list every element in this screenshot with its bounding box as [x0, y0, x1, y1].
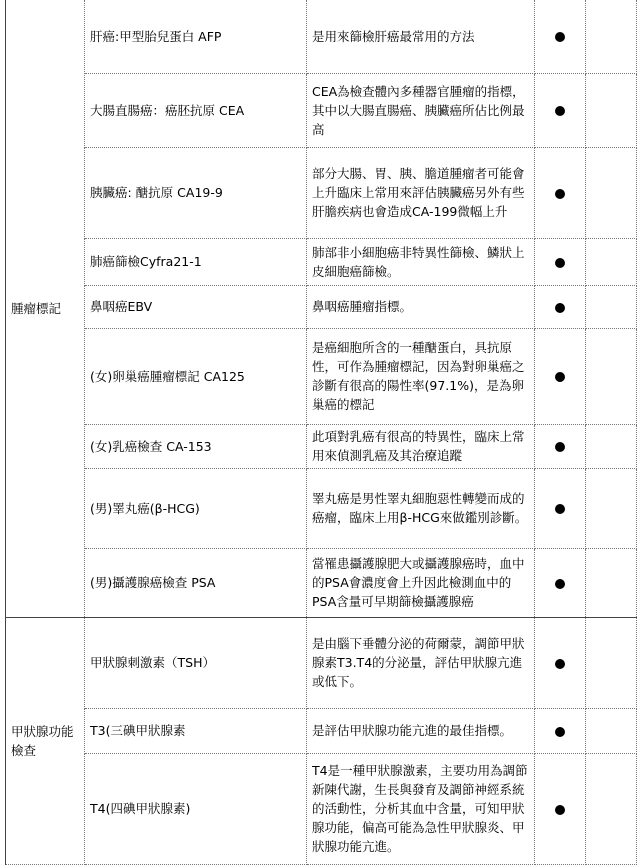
empty-cell	[586, 328, 637, 424]
empty-cell	[586, 285, 637, 328]
item-name-cell: (男)攝護腺癌檢查 PSA	[85, 548, 307, 617]
bullet-dot-icon	[555, 106, 565, 116]
description-text: 鼻咽癌腫瘤指標。	[312, 299, 413, 314]
description-cell	[307, 708, 535, 753]
table-row	[6, 285, 637, 328]
included-mark-cell	[535, 238, 586, 285]
table-row	[6, 753, 637, 864]
description-cell	[307, 328, 535, 424]
table-row	[6, 708, 637, 753]
table-row	[6, 617, 637, 708]
description-text: 是用來篩檢肝癌最常用的方法	[312, 28, 475, 44]
included-mark-cell	[535, 328, 586, 424]
table-row	[6, 238, 637, 285]
description-text: 是評估甲狀腺功能亢進的最佳指標。	[312, 723, 513, 738]
description-text: 是由腦下垂體分泌的荷爾蒙，調節甲狀腺素T3.T4的分泌量，評估甲狀腺亢進或低下。	[312, 636, 525, 689]
item-name-cell: 大腸直腸癌：癌胚抗原 CEA	[85, 73, 307, 147]
description-cell	[307, 753, 535, 864]
bullet-dot-icon	[555, 372, 565, 382]
empty-cell	[586, 548, 637, 617]
category-cell: 甲狀腺功能檢查	[6, 617, 85, 864]
item-name-cell: (女)卵巢癌腫瘤標記 CA125	[85, 328, 307, 424]
included-mark-cell	[535, 73, 586, 147]
bullet-dot-icon	[555, 303, 565, 313]
empty-cell	[586, 468, 637, 548]
table-row	[6, 328, 637, 424]
description-cell	[307, 285, 535, 328]
included-mark-cell	[535, 753, 586, 864]
bullet-dot-icon	[555, 504, 565, 514]
description-text: 此項對乳癌有很高的特異性，臨床上常用來偵測乳癌及其治療追蹤	[312, 429, 525, 463]
bullet-dot-icon	[555, 442, 565, 452]
description-cell	[307, 0, 535, 73]
table-row	[6, 468, 637, 548]
exam-table	[5, 0, 637, 865]
item-name-cell: 肺癌篩檢Cyfra21-1	[85, 238, 307, 285]
included-mark-cell	[535, 424, 586, 468]
table-row	[6, 73, 637, 147]
empty-cell	[586, 753, 637, 864]
bullet-dot-icon	[555, 727, 565, 737]
description-cell	[307, 147, 535, 238]
bullet-dot-icon	[555, 32, 565, 42]
table-row	[6, 147, 637, 238]
item-name-cell: 肝癌:甲型胎兒蛋白 AFP	[85, 0, 307, 73]
item-name-cell: 甲狀腺刺激素（TSH）	[85, 617, 307, 708]
description-text: 睪丸癌是男性睪丸細胞惡性轉變而成的癌瘤，臨床上用β-HCG來做鑑別診斷。	[312, 491, 528, 525]
included-mark-cell	[535, 548, 586, 617]
included-mark-cell	[535, 0, 586, 73]
empty-cell	[586, 708, 637, 753]
item-name-cell: (男)睪丸癌(β-HCG)	[85, 468, 307, 548]
included-mark-cell	[535, 147, 586, 238]
empty-cell	[586, 424, 637, 468]
bullet-dot-icon	[555, 258, 565, 268]
bullet-dot-icon	[555, 659, 565, 669]
exam-table-body	[6, 0, 637, 864]
empty-cell	[586, 0, 637, 73]
empty-cell	[586, 147, 637, 238]
bullet-dot-icon	[555, 189, 565, 199]
included-mark-cell	[535, 285, 586, 328]
table-row	[6, 424, 637, 468]
description-cell	[307, 548, 535, 617]
description-text: 當罹患攝護腺肥大或攝護腺癌時，血中的PSA會濃度會上升因此檢測血中的PSA含量可早期篩檢攝護腺癌	[312, 556, 525, 609]
item-name-cell: T4(四碘甲狀腺素)	[85, 753, 307, 864]
bullet-dot-icon	[555, 805, 565, 815]
item-name-cell: 胰臟癌: 醣抗原 CA19-9	[85, 147, 307, 238]
description-text: CEA為檢查體內多種器官腫瘤的指標，其中以大腸直腸癌、胰臟癌所佔比例最高	[312, 83, 525, 137]
included-mark-cell	[535, 617, 586, 708]
category-cell: 腫瘤標記	[6, 0, 85, 617]
description-cell	[307, 238, 535, 285]
empty-cell	[586, 617, 637, 708]
item-name-cell: (女)乳癌檢查 CA-153	[85, 424, 307, 468]
table-row	[6, 0, 637, 73]
description-text: T4是一種甲狀腺激素，主要功用為調節新陳代謝，生長與發育及調節神經系統的活動性，分析其血中含量，可知甲狀腺功能，偏高可能為急性甲狀腺炎、甲狀腺功能亢進。	[312, 763, 528, 854]
description-cell	[307, 468, 535, 548]
bullet-dot-icon	[555, 579, 565, 589]
description-text: 肺部非小細胞癌非特異性篩檢、鱗狀上皮細胞癌篩檢。	[312, 244, 525, 279]
item-name-cell: 鼻咽癌EBV	[85, 285, 307, 328]
description-cell	[307, 424, 535, 468]
table-row	[6, 548, 637, 617]
included-mark-cell	[535, 708, 586, 753]
description-cell	[307, 73, 535, 147]
included-mark-cell	[535, 468, 586, 548]
empty-cell	[586, 238, 637, 285]
item-name-cell: T3(三碘甲狀腺素	[85, 708, 307, 753]
empty-cell	[586, 73, 637, 147]
description-cell	[307, 617, 535, 708]
description-text: 是癌細胞所含的一種醣蛋白，具抗原性，可作為腫瘤標記，因為對卵巢癌之診斷有很高的陽性率(97.1%)，是為卵巢癌的標記	[312, 340, 525, 412]
description-text: 部分大腸、胃、胰、膽道腫瘤者可能會上升臨床上常用來評估胰臟癌另外有些肝膽疾病也會造成CA-199微幅上升	[312, 166, 525, 219]
